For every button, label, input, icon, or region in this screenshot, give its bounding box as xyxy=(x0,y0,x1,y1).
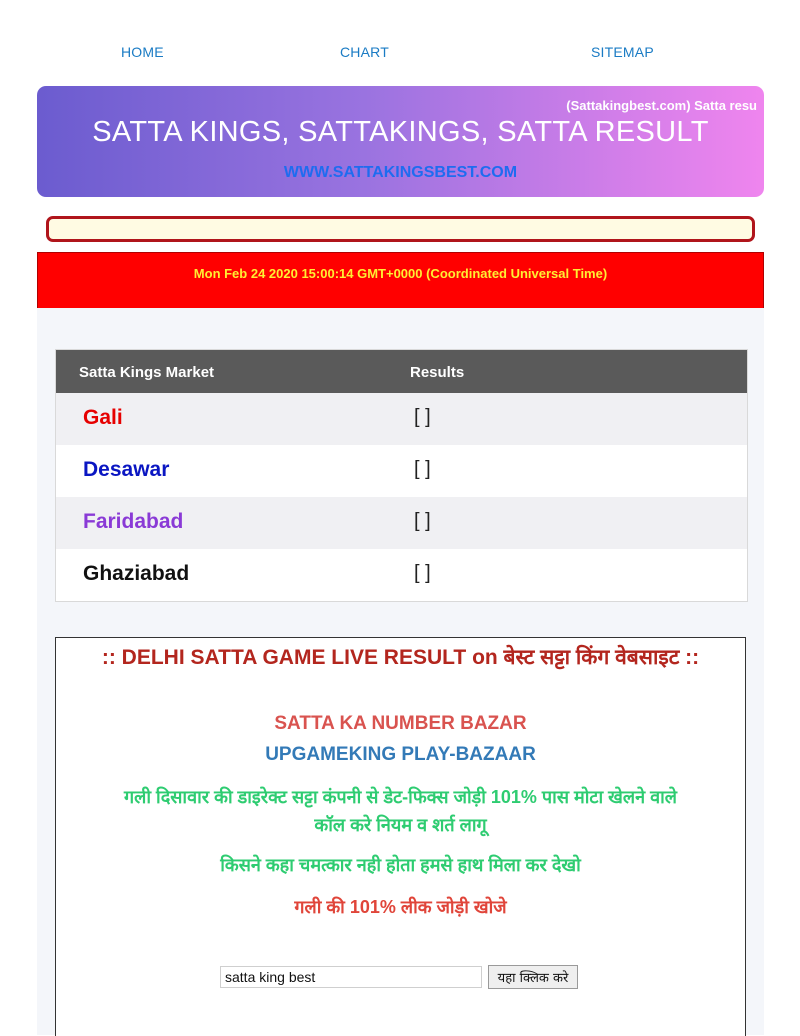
column-header-market: Satta Kings Market xyxy=(79,364,215,381)
info-line-bazar: SATTA KA NUMBER BAZAR xyxy=(274,713,527,734)
site-url-link[interactable]: WWW.SATTAKINGSBEST.COM xyxy=(283,164,518,181)
results-table xyxy=(55,349,748,602)
content-panel xyxy=(37,308,764,1035)
info-line-leak: गली की 101% लीक जोड़ी खोजे xyxy=(294,897,507,917)
column-header-results: Results xyxy=(410,364,465,381)
info-line-miracle: किसने कहा चमत्कार नही होता हमसे हाथ मिला कर देखो xyxy=(220,855,581,875)
market-result: [ ] xyxy=(414,562,431,584)
market-name: Faridabad xyxy=(83,510,184,533)
table-row xyxy=(56,497,747,549)
nav-chart-link[interactable]: CHART xyxy=(340,44,389,60)
nav-home-link[interactable]: HOME xyxy=(121,44,164,60)
market-name: Gali xyxy=(83,406,123,429)
datetime-text: Mon Feb 24 2020 15:00:14 GMT+0000 (Coordinated Universal Time) xyxy=(193,266,608,281)
market-result: [ ] xyxy=(414,510,431,532)
market-name: Desawar xyxy=(83,458,170,481)
info-line-upgameking: UPGAMEKING PLAY-BAZAAR xyxy=(265,744,536,765)
datetime-bar xyxy=(37,252,764,309)
market-name: Ghaziabad xyxy=(83,562,190,585)
nav-sitemap-link[interactable]: SITEMAP xyxy=(591,44,654,60)
info-line-company-1: गली दिसावार की डाइरेक्ट सट्टा कंपनी से डेट-फिक्स जोड़ी 101% पास मोटा खेलने वाले xyxy=(124,787,677,807)
site-title: SATTA KINGS, SATTAKINGS, SATTA RESULT xyxy=(92,116,709,148)
notice-box xyxy=(46,216,755,242)
table-header xyxy=(56,350,747,393)
scrolling-marquee: (Sattakingbest.com) Satta resu xyxy=(566,98,757,113)
info-line-company-2: कॉल करे नियम व शर्त लागू xyxy=(314,815,487,835)
table-row xyxy=(56,549,747,601)
search-input[interactable] xyxy=(220,966,482,988)
header-banner xyxy=(37,86,764,197)
info-box xyxy=(55,637,746,1036)
table-row xyxy=(56,393,747,445)
market-result: [ ] xyxy=(414,406,431,428)
market-result: [ ] xyxy=(414,458,431,480)
info-heading: :: DELHI SATTA GAME LIVE RESULT on बेस्ट सट्टा किंग वेबसाइट :: xyxy=(101,646,700,669)
table-row xyxy=(56,445,747,497)
top-nav xyxy=(0,0,800,86)
search-button[interactable]: यहा क्लिक करे xyxy=(488,965,578,989)
